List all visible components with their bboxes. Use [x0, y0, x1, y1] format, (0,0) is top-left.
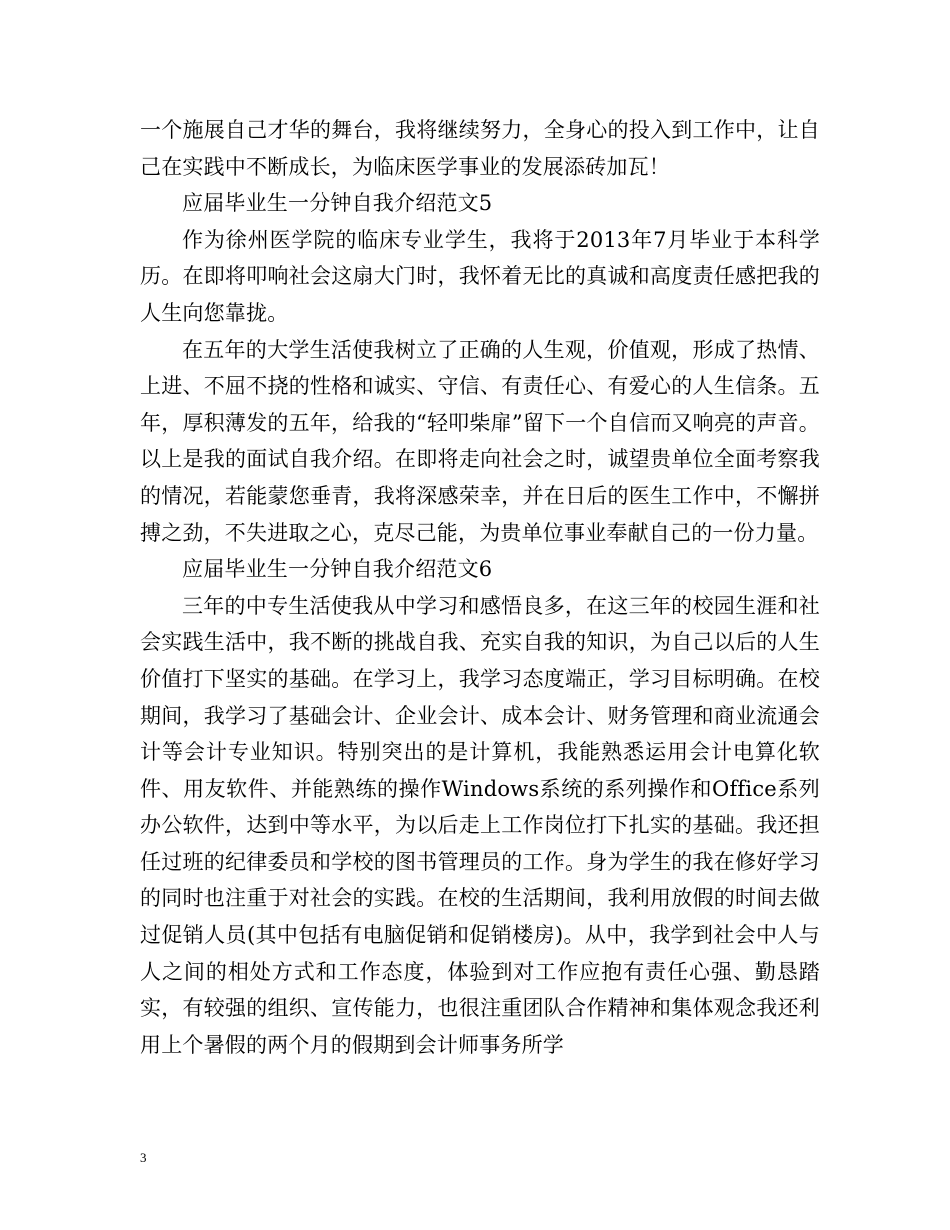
section-heading-5: 应届毕业生一分钟自我介绍范文5 [182, 191, 493, 216]
paragraph-continuation: 一个施展自己才华的舞台，我将继续努力，全身心的投入到工作中，让自己在实践中不断成长，为临床医学事业的发展添砖加瓦！ [140, 118, 820, 179]
paragraph-intro-5: 作为徐州医学院的临床专业学生，我将于2013年7月毕业于本科学历。在即将叩响社会这扇大门时，我怀着无比的真诚和高度责任感把我的人生向您靠拢。 [140, 227, 820, 325]
paragraph-body-6: 三年的中专生活使我从中学习和感悟良多，在这三年的校园生涯和社会实践生活中，我不断的挑战自我、充实自我的知识，为自己以后的人生价值打下坚实的基础。在学习上，我学习态度端正，学习目标明确。在校期间，我学习了基础会计、企业会计、成本会计、财务管理和商业流通会计等会计专业知识。特别突出的是计算机，我能熟悉运用会计电算化软件、用友软件、并能熟练的操作Windows系统的系列操作和Office系列办公软件，达到中等水平，为以后走上工作岗位打下扎实的基础。我还担任过班的纪律委员和学校的图书管理员的工作。身为学生的我在修好学习的同时也注重于对社会的实践。在校的生活期间，我利用放假的时间去做过促销人员(其中包括有电脑促销和促销楼房)。从中，我学到社会中人与人之间的相处方式和工作态度，体验到对工作应抱有责任心强、勤恳踏实，有较强的组织、宣传能力，也很注重团队合作精神和集体观念我还利用上个暑假的两个月的假期到会计师事务所学 [140, 593, 820, 1057]
document-body [140, 112, 820, 1063]
page-number: 3 [140, 1150, 147, 1165]
section-heading-6: 应届毕业生一分钟自我介绍范文6 [182, 557, 493, 582]
paragraph-body-5: 在五年的大学生活使我树立了正确的人生观，价值观，形成了热情、上进、不屈不挠的性格和诚实、守信、有责任心、有爱心的人生信条。五年，厚积薄发的五年，给我的“轻叩柴扉”留下一个自信而又响亮的声音。以上是我的面试自我介绍。在即将走向社会之时，诚望贵单位全面考察我的情况，若能蒙您垂青，我将深感荣幸，并在日后的医生工作中，不懈拼搏之劲，不失进取之心，克尽己能，为贵单位事业奉献自己的一份力量。 [140, 337, 820, 545]
